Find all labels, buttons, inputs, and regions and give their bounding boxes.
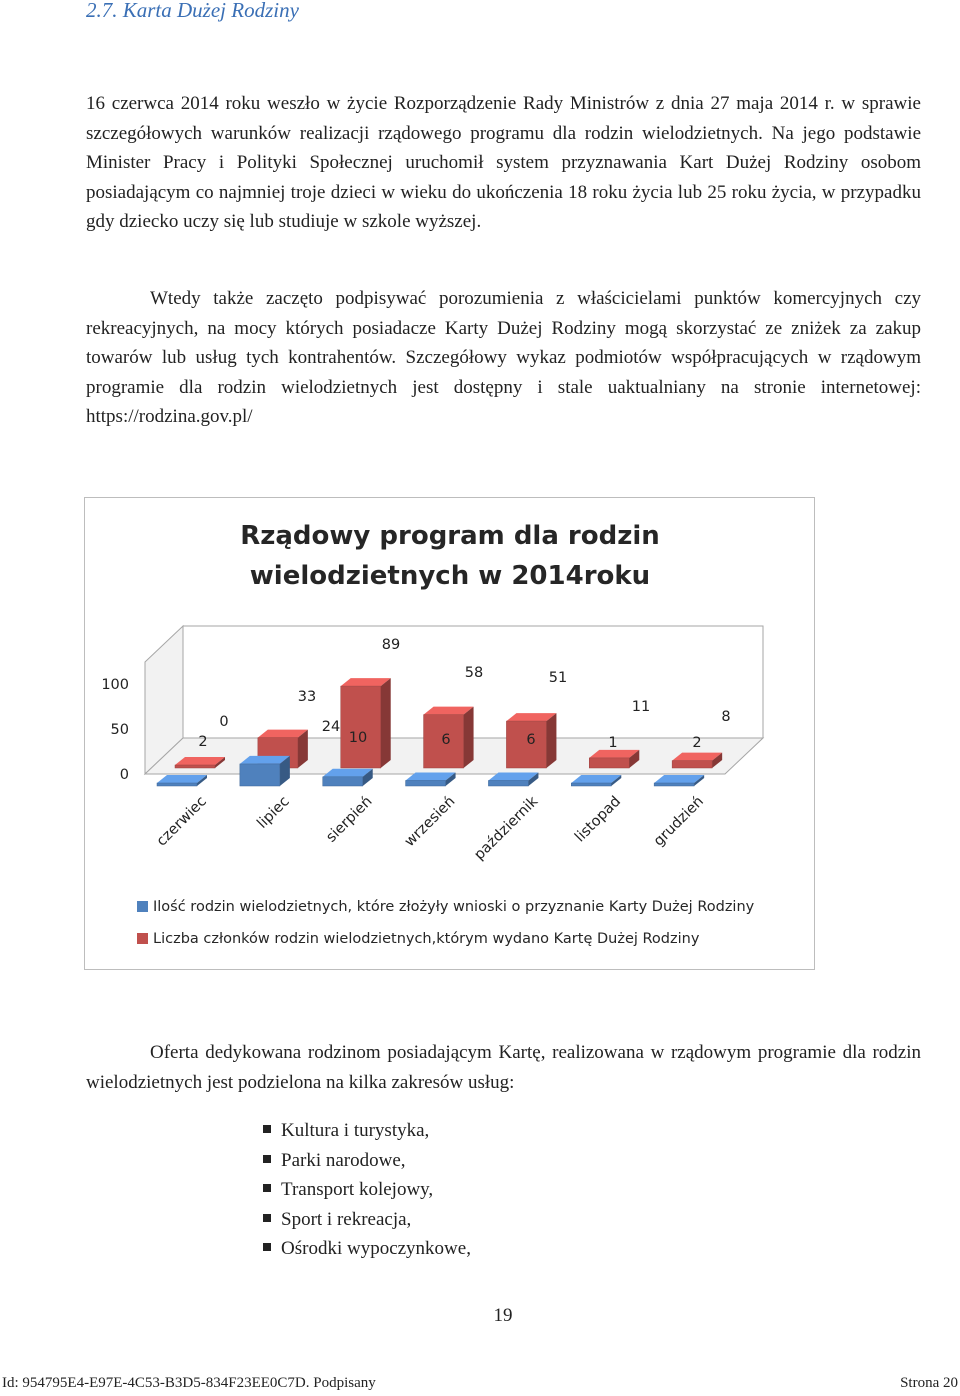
category-label: grudzień bbox=[650, 793, 707, 850]
section-heading: 2.7. Karta Dużej Rodziny bbox=[86, 0, 299, 22]
legend-entry: Ilość rodzin wielodzietnych, które złożyły wnioski o przyznanie Karty Dużej Rodziny bbox=[153, 899, 755, 915]
list-item: Kultura i turystyka, bbox=[263, 1116, 471, 1146]
data-label: 6 bbox=[526, 732, 536, 748]
footer-page-label: Strona 20 bbox=[900, 1375, 958, 1391]
data-label: 24 bbox=[321, 719, 341, 735]
bar-front-1-6 bbox=[672, 761, 712, 768]
bar-front-0-4 bbox=[488, 780, 528, 786]
square-bullet-icon bbox=[263, 1243, 271, 1251]
category-label: czerwiec bbox=[153, 793, 210, 850]
paragraph-agreements: Wtedy także zaczęto podpisywać porozumienia z właścicielami punktów komercyjnych czy rekreacyjnych, na mocy których posiadacze Karty Dużej Rodziny mogą skorzystać ze zniżek za zakup towarów lub usług tych kontrahentów. Szczegółowy wykaz podmiotów współpracujących w rządowym programie dla rodzin wielodzietnych jest dostępny i stale uaktualniany na stronie internetowej: https://rodzina.gov.pl/ bbox=[86, 288, 921, 427]
paragraph-intro: 16 czerwca 2014 roku weszło w życie Rozporządzenie Rady Ministrów z dnia 27 maja 2014 r. w sprawie szczegółowych warunków realizacji rządowego programu dla rodzin wielodzietnych. Na jego podstawie Minister Pracy i Polityki Społecznej uruchomił system przyznawania Kart Dużej Rodziny osobom posiadającym co najmniej troje dzieci w wieku do ukończenia 18 roku życia lub 25 roku życia, w przypadku gdy dziecko uczy się lub studiuje w szkole wyższej. bbox=[86, 93, 921, 232]
bar-front-1-2 bbox=[341, 686, 381, 768]
bar-front-0-5 bbox=[571, 783, 611, 786]
bar-front-0-1 bbox=[240, 764, 280, 786]
data-label: 58 bbox=[464, 665, 484, 681]
legend-swatch bbox=[137, 933, 148, 944]
category-label: listopad bbox=[572, 793, 625, 846]
bar-front-0-0 bbox=[157, 783, 197, 786]
square-bullet-icon bbox=[263, 1214, 271, 1222]
data-label: 10 bbox=[348, 730, 368, 746]
paragraph-offer: Oferta dedykowana rodzinom posiadającym Kartę, realizowana w rządowym programie dla rodzin wielodzietnych jest podzielona na kilka zakresów usług: bbox=[86, 1042, 921, 1093]
category-label: lipiec bbox=[254, 793, 293, 832]
category-label: wrzesień bbox=[401, 793, 459, 851]
square-bullet-icon bbox=[263, 1184, 271, 1192]
category-label: sierpień bbox=[323, 793, 376, 846]
chart-title-line-1: Rządowy program dla rodzin bbox=[240, 521, 660, 551]
bar-front-0-2 bbox=[323, 777, 363, 786]
list-item: Parki narodowe, bbox=[263, 1146, 471, 1176]
data-label: 11 bbox=[631, 699, 651, 715]
list-item: Sport i rekreacja, bbox=[263, 1205, 471, 1235]
bar-front-1-0 bbox=[175, 765, 215, 768]
data-label: 2 bbox=[198, 734, 208, 750]
y-tick-label: 0 bbox=[119, 767, 129, 783]
bar-front-0-6 bbox=[654, 783, 694, 786]
list-item: Ośrodki wypoczynkowe, bbox=[263, 1234, 471, 1264]
list-item: Transport kolejowy, bbox=[263, 1175, 471, 1205]
data-label: 0 bbox=[219, 714, 229, 730]
square-bullet-icon bbox=[263, 1155, 271, 1163]
bar-side-1-4 bbox=[546, 713, 556, 768]
chart-svg bbox=[85, 498, 814, 969]
category-label: październik bbox=[471, 793, 542, 864]
bar-front-0-3 bbox=[406, 780, 446, 786]
page-number: 19 bbox=[493, 1305, 513, 1326]
footer-document-id: Id: 954795E4-E97E-4C53-B3D5-834F23EE0C7D. Podpisany bbox=[2, 1375, 376, 1391]
data-label: 8 bbox=[721, 709, 731, 725]
data-label: 51 bbox=[548, 670, 568, 686]
legend-swatch bbox=[137, 901, 148, 912]
y-tick-label: 100 bbox=[101, 677, 129, 693]
bar-side-1-2 bbox=[381, 678, 391, 768]
data-label: 33 bbox=[297, 689, 317, 705]
data-label: 6 bbox=[441, 732, 451, 748]
y-tick-label: 50 bbox=[110, 722, 129, 738]
data-label: 89 bbox=[381, 637, 401, 653]
data-label: 2 bbox=[692, 735, 702, 751]
legend-entry: Liczba członków rodzin wielodzietnych,którym wydano Kartę Dużej Rodziny bbox=[153, 931, 700, 947]
chart-title-line-2: wielodzietnych w 2014roku bbox=[249, 561, 651, 591]
bar-chart bbox=[84, 497, 815, 970]
square-bullet-icon bbox=[263, 1125, 271, 1133]
data-label: 1 bbox=[608, 735, 618, 751]
bar-side-1-3 bbox=[464, 707, 474, 768]
bar-front-1-5 bbox=[589, 758, 629, 768]
services-list bbox=[263, 1116, 471, 1264]
